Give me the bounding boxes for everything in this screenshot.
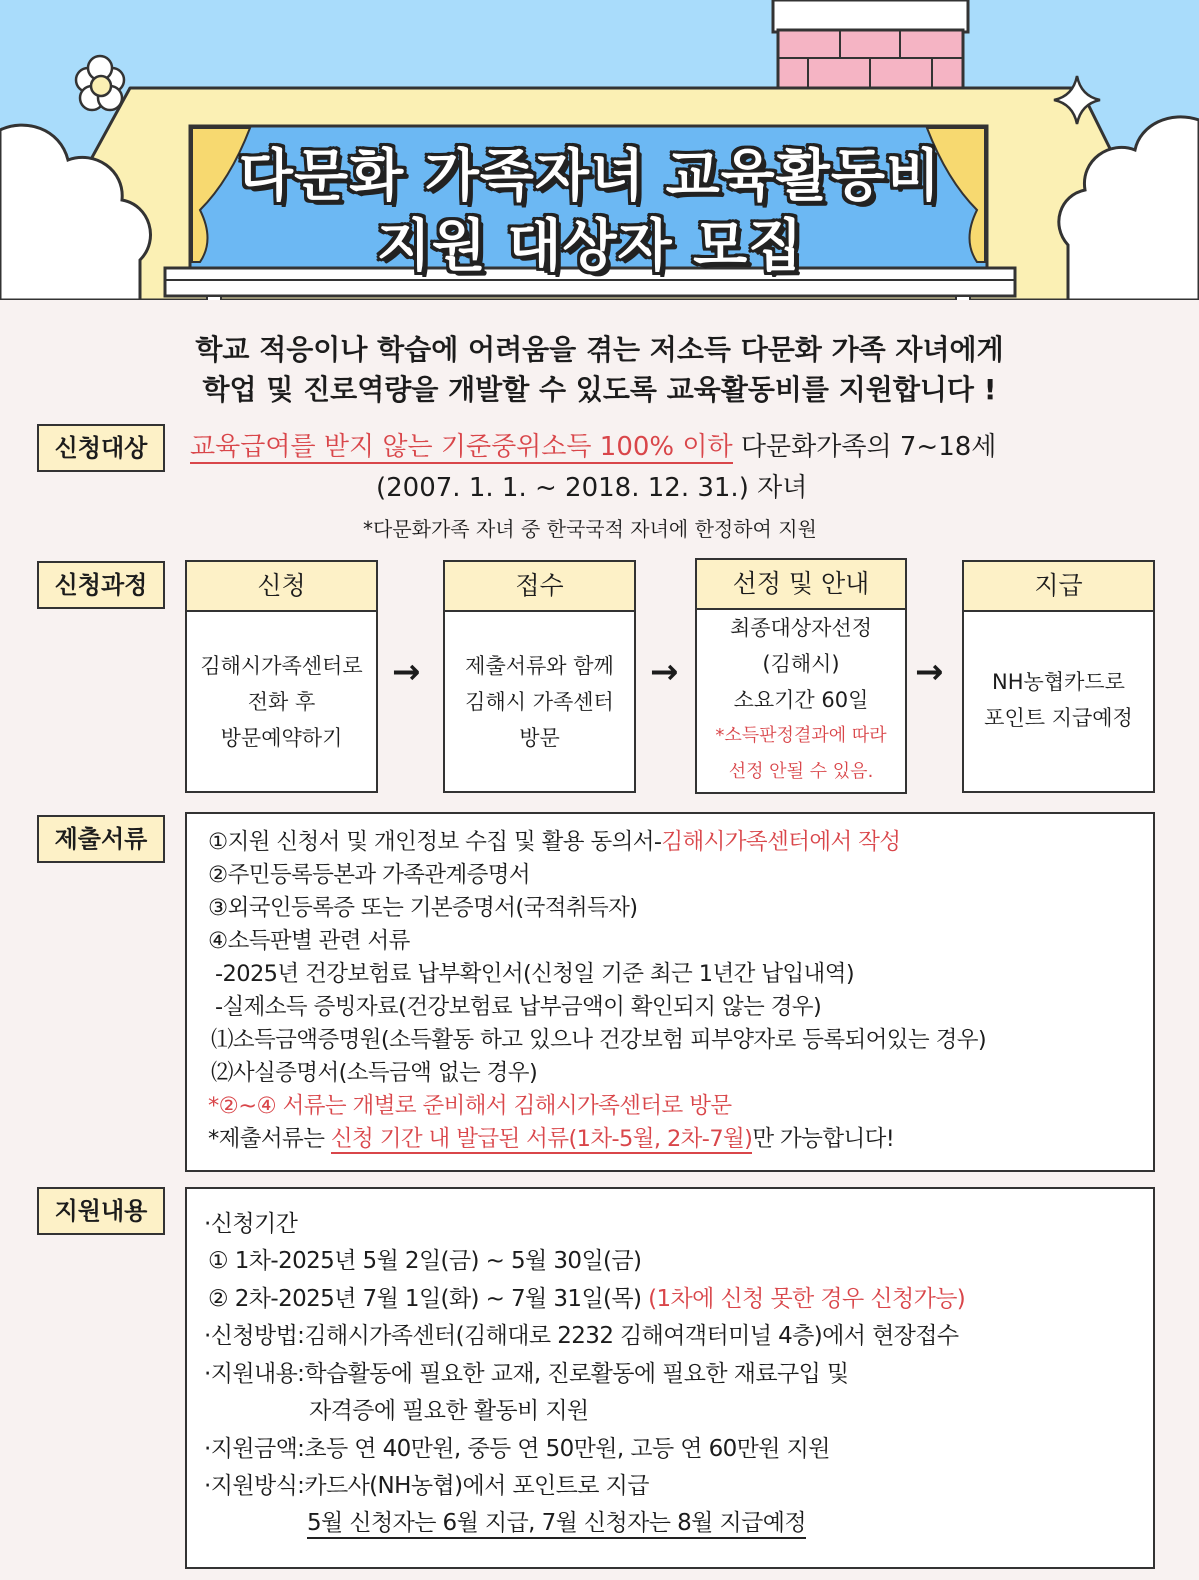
process-step-line: NH농협카드로 [992, 670, 1125, 694]
process-step-receive [443, 560, 636, 793]
document-subitem: -2025년 건강보험료 납부확인서(신청일 기준 최근 1년간 납입내역) [215, 961, 855, 987]
section-label-target: 신청대상 [37, 424, 165, 472]
document-subitem: ⑵사실증명서(소득금액 없는 경우) [211, 1060, 538, 1086]
process-step-line: 김해시 가족센터 [465, 690, 614, 714]
target-criteria-highlight: 교육급여를 받지 않는 기준중위소득 100% 이하 [190, 432, 733, 462]
process-step-line: 방문 [519, 726, 560, 750]
section-label-process: 신청과정 [37, 561, 165, 609]
title-line-1: 다문화 가족자녀 교육활동비 [238, 144, 942, 209]
process-step-line: 김해시가족센터로 [200, 654, 363, 678]
process-step-payment [962, 560, 1155, 793]
support-period-title: ·신청기간 [204, 1211, 298, 1237]
target-line-1 [190, 426, 996, 463]
support-box [185, 1187, 1155, 1569]
target-age-text: 다문화가족의 7~18세 [732, 432, 997, 462]
section-label-documents: 제출서류 [37, 815, 165, 863]
process-step-selection [695, 558, 907, 794]
title-line-2: 지원 대상자 모집 [376, 214, 804, 279]
arrow-icon: → [392, 652, 421, 692]
process-step-line: (김해시) [762, 652, 840, 676]
process-step-line: 전화 후 [247, 690, 316, 714]
process-step-line: 최종대상자선정 [729, 616, 872, 640]
support-way-1: ·지원방식:카드사(NH농협)에서 포인트로 지급 [204, 1473, 649, 1499]
process-step-title: 선정 및 안내 [697, 560, 905, 610]
arrow-icon: → [915, 652, 944, 692]
target-note: *다문화가족 자녀 중 한국국적 자녀에 한정하여 지원 [363, 517, 817, 541]
document-note-red: *②~④ 서류는 개별로 준비해서 김해시가족센터로 방문 [208, 1093, 732, 1119]
support-method: ·신청방법:김해시가족센터(김해대로 2232 김해여객터미널 4층)에서 현장접수 [204, 1323, 959, 1349]
target-line-2: (2007. 1. 1. ~ 2018. 12. 31.) 자녀 [376, 473, 808, 503]
process-step-line: 제출서류와 함께 [465, 654, 614, 678]
document-subitem: -실제소득 증빙자료(건강보험료 납부금액이 확인되지 않는 경우) [215, 994, 822, 1020]
document-subitem: ⑴소득금액증명원(소득활동 하고 있으나 건강보험 피부양자로 등록되어있는 경우) [211, 1027, 987, 1053]
process-step-note: *소득판정결과에 따라 [715, 725, 887, 746]
process-step-title: 신청 [187, 562, 376, 612]
section-label-support: 지원내용 [37, 1187, 165, 1235]
process-step-line: 방문예약하기 [220, 726, 343, 750]
document-item-3: ③외국인등록증 또는 기본증명서(국적취득자) [208, 895, 638, 921]
process-step-title: 접수 [445, 562, 634, 612]
support-amount: ·지원금액:초등 연 40만원, 중등 연 50만원, 고등 연 60만원 지원 [204, 1436, 830, 1462]
documents-box [185, 812, 1155, 1172]
document-item-2: ②주민등록등본과 가족관계증명서 [208, 862, 531, 888]
document-item-4: ④소득판별 관련 서류 [208, 928, 410, 954]
support-period-2: ② 2차-2025년 7월 1일(화) ~ 7월 31일(목) (1차에 신청 못한 경우 신청가능) [208, 1286, 966, 1312]
intro-line-2: 학업 및 진로역량을 개발할 수 있도록 교육활동비를 지원합니다 ! [202, 373, 997, 406]
intro-line-1: 학교 적응이나 학습에 어려움을 겪는 저소득 다문화 가족 자녀에게 [195, 333, 1004, 366]
process-step-line: 소요기간 60일 [733, 688, 869, 712]
flower-icon [76, 56, 124, 110]
process-step-note: 선정 안될 수 있음. [728, 761, 874, 782]
process-step-line: 포인트 지급예정 [984, 706, 1133, 730]
support-content-1: ·지원내용:학습활동에 필요한 교재, 진로활동에 필요한 재료구입 및 [204, 1361, 849, 1387]
support-way-2: 5월 신청자는 6월 지급, 7월 신청자는 8월 지급예정 [307, 1504, 806, 1539]
support-period-1: ① 1차-2025년 5월 2일(금) ~ 5월 30일(금) [208, 1248, 642, 1274]
process-step-title: 지급 [964, 562, 1153, 612]
document-note: *제출서류는 신청 기간 내 발급된 서류(1차-5월, 2차-7월)만 가능합니다! [208, 1126, 895, 1152]
document-item-1: ①지원 신청서 및 개인정보 수집 및 활용 동의서-김해시가족센터에서 작성 [208, 829, 901, 855]
header-banner [0, 0, 1199, 318]
support-content-2: 자격증에 필요한 활동비 지원 [309, 1398, 589, 1424]
process-step-apply [185, 560, 378, 793]
arrow-icon: → [650, 652, 679, 692]
